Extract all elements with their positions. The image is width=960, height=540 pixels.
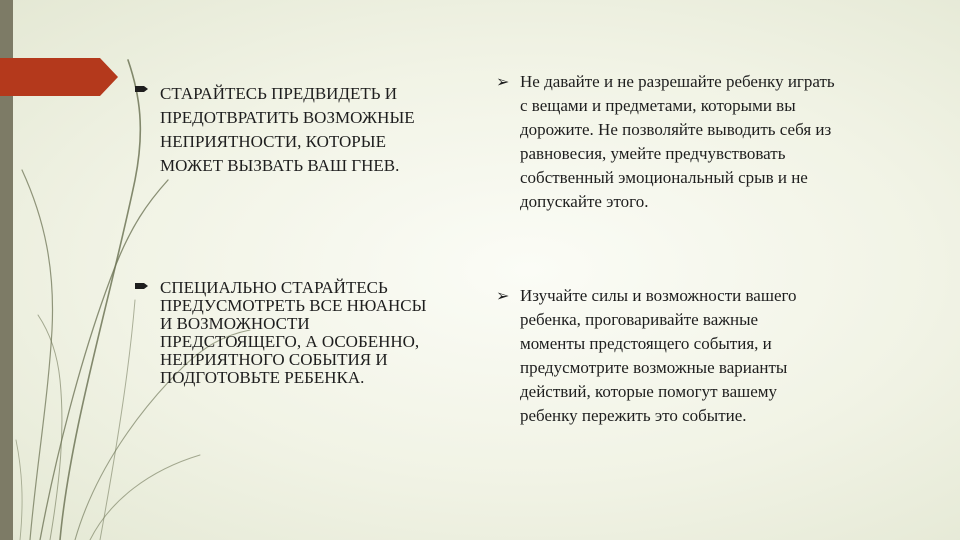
arrow-bullet-icon: ➢ (496, 286, 510, 305)
pencil-icon (134, 83, 150, 95)
left-bullet-1-text: СТАРАЙТЕСЬ ПРЕДВИДЕТЬ И ПРЕДОТВРАТИТЬ ВОЗМОЖНЫЕ НЕПРИЯТНОСТИ, КОТОРЫЕ МОЖЕТ ВЫЗВАТЬ ВАШ ГНЕВ. (160, 84, 415, 175)
right-bullet-1 (496, 70, 916, 214)
left-bullet-2-text: СПЕЦИАЛЬНО СТАРАЙТЕСЬ ПРЕДУСМОТРЕТЬ ВСЕ НЮАНСЫ И ВОЗМОЖНОСТИ ПРЕДСТОЯЩЕГО, А ОСОБЕННО, НЕПРИЯТНОГО СОБЫТИЯ И ПОДГОТОВЬТЕ РЕБЕНКА. (160, 278, 427, 387)
left-bullet-1 (138, 82, 468, 178)
right-bullet-1-text: Не давайте и не разрешайте ребенку играть с вещами и предметами, которыми вы дорожите. Не позволяйте выводить себя из равновесия, умейте предчувствовать собственный эмоциональный срыв и не допускайте этого. (520, 72, 835, 211)
left-bullet-2 (138, 279, 468, 387)
arrow-bullet-icon: ➢ (496, 72, 510, 91)
accent-tab (0, 58, 118, 96)
pencil-icon (134, 280, 150, 292)
right-bullet-2 (496, 284, 916, 428)
right-bullet-2-text: Изучайте силы и возможности вашего ребенка, проговаривайте важные моменты предстоящего события, и предусмотрите возможные варианты действий, которые помогут вашему ребенку пережить это событие. (520, 286, 797, 425)
